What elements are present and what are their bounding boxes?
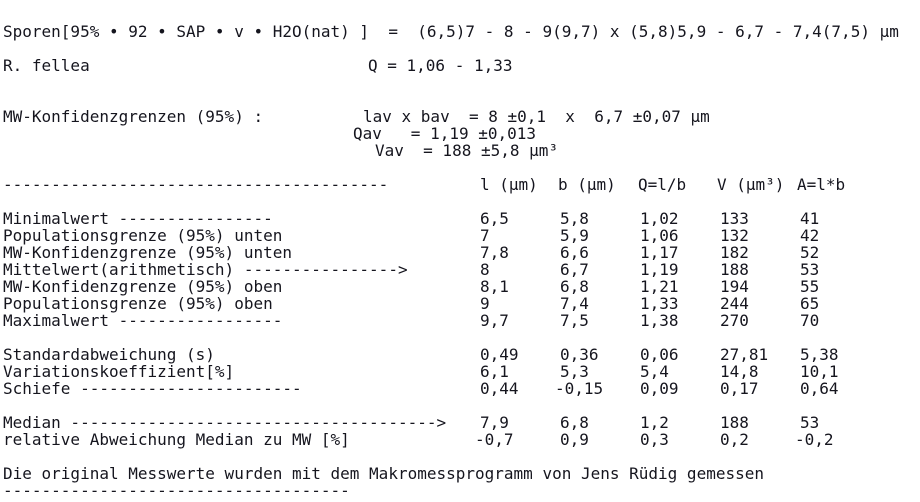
footer-note: Die original Messwerte wurden mit dem Makromessprogramm von Jens Rüdig gemessen	[3, 464, 764, 483]
cell-q: 0,06	[640, 345, 679, 364]
cell-b: -0,15	[555, 379, 604, 398]
cell-a: 53	[800, 413, 820, 432]
cell-a: 10,1	[800, 362, 839, 381]
cell-a: 53	[800, 260, 820, 279]
cell-a: 70	[800, 311, 820, 330]
cell-b: 7,5	[560, 311, 589, 330]
row-label: Variationskoeffizient[%]	[3, 362, 235, 381]
table-row	[0, 312, 920, 329]
cell-q: 0,09	[640, 379, 679, 398]
row-label: Schiefe -----------------------	[3, 379, 302, 398]
cell-l: 8	[480, 260, 490, 279]
row-label: relative Abweichung Median zu MW [%]	[3, 430, 350, 449]
footer-separator: ------------------------------------	[3, 481, 350, 500]
cell-q: 1,2	[640, 413, 669, 432]
row-label: Mittelwert(arithmetisch) ---------------->	[3, 260, 408, 279]
cell-b: 0,36	[560, 345, 599, 364]
cell-v: 133	[720, 209, 749, 228]
row-label: Minimalwert ----------------	[3, 209, 273, 228]
cell-l: 0,49	[480, 345, 519, 364]
cell-a: 41	[800, 209, 820, 228]
cell-v: 132	[720, 226, 749, 245]
confidence-lav-bav: lav x bav = 8 ±0,1 x 6,7 ±0,07 µm	[363, 107, 710, 126]
cell-b: 7,4	[560, 294, 589, 313]
column-header-b: b (µm)	[558, 175, 616, 194]
table-row	[0, 227, 920, 244]
cell-l: 6,1	[480, 362, 509, 381]
cell-v: 244	[720, 294, 749, 313]
cell-l: 7,8	[480, 243, 509, 262]
row-label: Median -------------------------------------->	[3, 413, 447, 432]
cell-v: 270	[720, 311, 749, 330]
table-row	[0, 278, 920, 295]
cell-b: 0,9	[560, 430, 589, 449]
row-label: Populationsgrenze (95%) oben	[3, 294, 273, 313]
table-row	[0, 244, 920, 261]
cell-l: 6,5	[480, 209, 509, 228]
cell-q: 5,4	[640, 362, 669, 381]
cell-l: -0,7	[475, 430, 514, 449]
cell-l: 7	[480, 226, 490, 245]
table-row	[0, 295, 920, 312]
cell-q: 1,17	[640, 243, 679, 262]
cell-l: 9	[480, 294, 490, 313]
row-label: Maximalwert -----------------	[3, 311, 283, 330]
cell-l: 0,44	[480, 379, 519, 398]
table-row	[0, 380, 920, 397]
cell-b: 6,6	[560, 243, 589, 262]
cell-v: 188	[720, 260, 749, 279]
table-row	[0, 431, 920, 448]
column-header-v: V (µm³)	[717, 175, 785, 194]
cell-l: 7,9	[480, 413, 509, 432]
cell-q: 1,02	[640, 209, 679, 228]
cell-v: 27,81	[720, 345, 769, 364]
table-row	[0, 414, 920, 431]
table-separator-top: ----------------------------------------	[3, 175, 389, 194]
cell-v: 194	[720, 277, 749, 296]
row-label: Standardabweichung (s)	[3, 345, 215, 364]
confidence-vav: Vav = 188 ±5,8 µm³	[375, 141, 559, 160]
row-label: Populationsgrenze (95%) unten	[3, 226, 283, 245]
cell-l: 9,7	[480, 311, 509, 330]
column-header-q: Q=l/b	[638, 175, 687, 194]
cell-v: 188	[720, 413, 749, 432]
column-header-l: l (µm)	[480, 175, 538, 194]
cell-b: 5,9	[560, 226, 589, 245]
cell-q: 1,19	[640, 260, 679, 279]
cell-b: 5,3	[560, 362, 589, 381]
cell-a: 42	[800, 226, 820, 245]
row-label: MW-Konfidenzgrenze (95%) oben	[3, 277, 283, 296]
cell-a: 0,64	[800, 379, 839, 398]
table-row	[0, 346, 920, 363]
row-label: MW-Konfidenzgrenze (95%) unten	[3, 243, 292, 262]
cell-b: 6,8	[560, 413, 589, 432]
cell-a: 52	[800, 243, 820, 262]
q-range: Q = 1,06 - 1,33	[368, 56, 513, 75]
cell-q: 1,06	[640, 226, 679, 245]
cell-a: -0,2	[795, 430, 834, 449]
table-header	[0, 176, 920, 193]
table-row	[0, 210, 920, 227]
cell-q: 1,33	[640, 294, 679, 313]
cell-a: 55	[800, 277, 820, 296]
species-name: R. fellea	[3, 56, 90, 75]
table-row	[0, 363, 920, 380]
table-row	[0, 261, 920, 278]
cell-l: 8,1	[480, 277, 509, 296]
cell-q: 1,21	[640, 277, 679, 296]
confidence-qav: Qav = 1,19 ±0,013	[353, 124, 537, 143]
cell-b: 6,7	[560, 260, 589, 279]
cell-v: 14,8	[720, 362, 759, 381]
cell-v: 182	[720, 243, 749, 262]
cell-b: 6,8	[560, 277, 589, 296]
column-header-a: A=l*b	[797, 175, 846, 194]
cell-a: 5,38	[800, 345, 839, 364]
confidence-label: MW-Konfidenzgrenzen (95%) :	[3, 107, 264, 126]
cell-b: 5,8	[560, 209, 589, 228]
cell-q: 0,3	[640, 430, 669, 449]
cell-a: 65	[800, 294, 820, 313]
cell-q: 1,38	[640, 311, 679, 330]
cell-v: 0,2	[720, 430, 749, 449]
cell-v: 0,17	[720, 379, 759, 398]
spore-formula-line: Sporen[95% • 92 • SAP • v • H2O(nat) ] = (6,5)7 - 8 - 9(9,7) x (5,8)5,9 - 6,7 - 7,4(7,5) µm	[3, 22, 899, 41]
